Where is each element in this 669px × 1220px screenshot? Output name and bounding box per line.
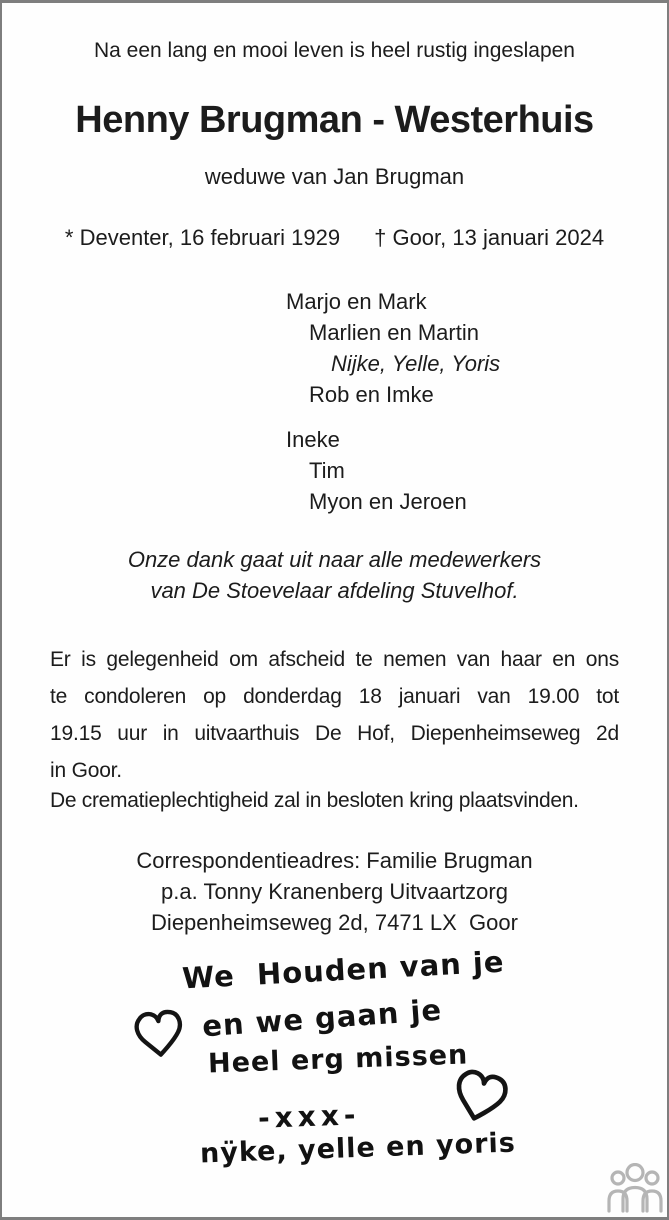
family-name-line: Myon en Jeroen [309,489,467,514]
family-group-gap [286,410,500,424]
three-people-logo [606,1163,664,1218]
opening-line: Na een lang en mooi leven is heel rustig ingeslapen [94,39,575,62]
farewell-line: 19.15 uur in uitvaarthuis De Hof, Diepenheimseweg 2d [50,722,619,745]
birth-death-dates [2,225,667,251]
handwritten-kisses: -xxx- [257,1098,361,1135]
correspondence-line: Diepenheimseweg 2d, 7471 LX Goor [151,910,518,935]
correspondence-line: p.a. Tonny Kranenberg Uitvaartzorg [161,879,508,904]
farewell-paragraph [50,641,619,789]
thanks-line: van De Stoevelaar afdeling Stuvelhof. [150,578,519,603]
thanks-message [2,544,667,606]
birth-info: * Deventer, 16 februari 1929 [64,225,341,250]
handwritten-line-we-houden: We Houden van je [181,944,506,996]
cremation-line: De crematieplechtigheid zal in besloten kring plaatsvinden. [50,789,579,812]
family-name-line: Tim [309,458,345,483]
family-names-block [286,286,500,517]
family-name-line: Ineke [286,427,340,452]
handwritten-signature: nÿke, yelle en yoris [199,1127,517,1170]
farewell-line: te condoleren op donderdag 18 januari van 19.00 tot [50,685,619,708]
heart-outline-icon [445,1061,515,1138]
farewell-line: in Goor. [50,759,122,782]
family-name-line: Marjo en Mark [286,289,427,314]
correspondence-address [2,845,667,938]
family-name-line: Marlien en Martin [309,320,479,345]
handwritten-line-heel-erg-missen: Heel erg missen [207,1039,469,1080]
farewell-line: Er is gelegenheid om afscheid te nemen van haar en ons [50,648,619,671]
relation-line: weduwe van Jan Brugman [204,164,465,189]
family-name-line: Rob en Imke [309,382,434,407]
death-info: † Goor, 13 januari 2024 [374,225,605,250]
deceased-name: Henny Brugman - Westerhuis [75,99,594,141]
thanks-line: Onze dank gaat uit naar alle medewerkers [127,547,542,572]
family-name-line: Nijke, Yelle, Yoris [331,351,501,376]
heart-outline-icon [131,1002,189,1070]
handwritten-line-en-we-gaan: en we gaan je [201,992,444,1044]
correspondence-line: Correspondentieadres: Familie Brugman [136,848,533,873]
